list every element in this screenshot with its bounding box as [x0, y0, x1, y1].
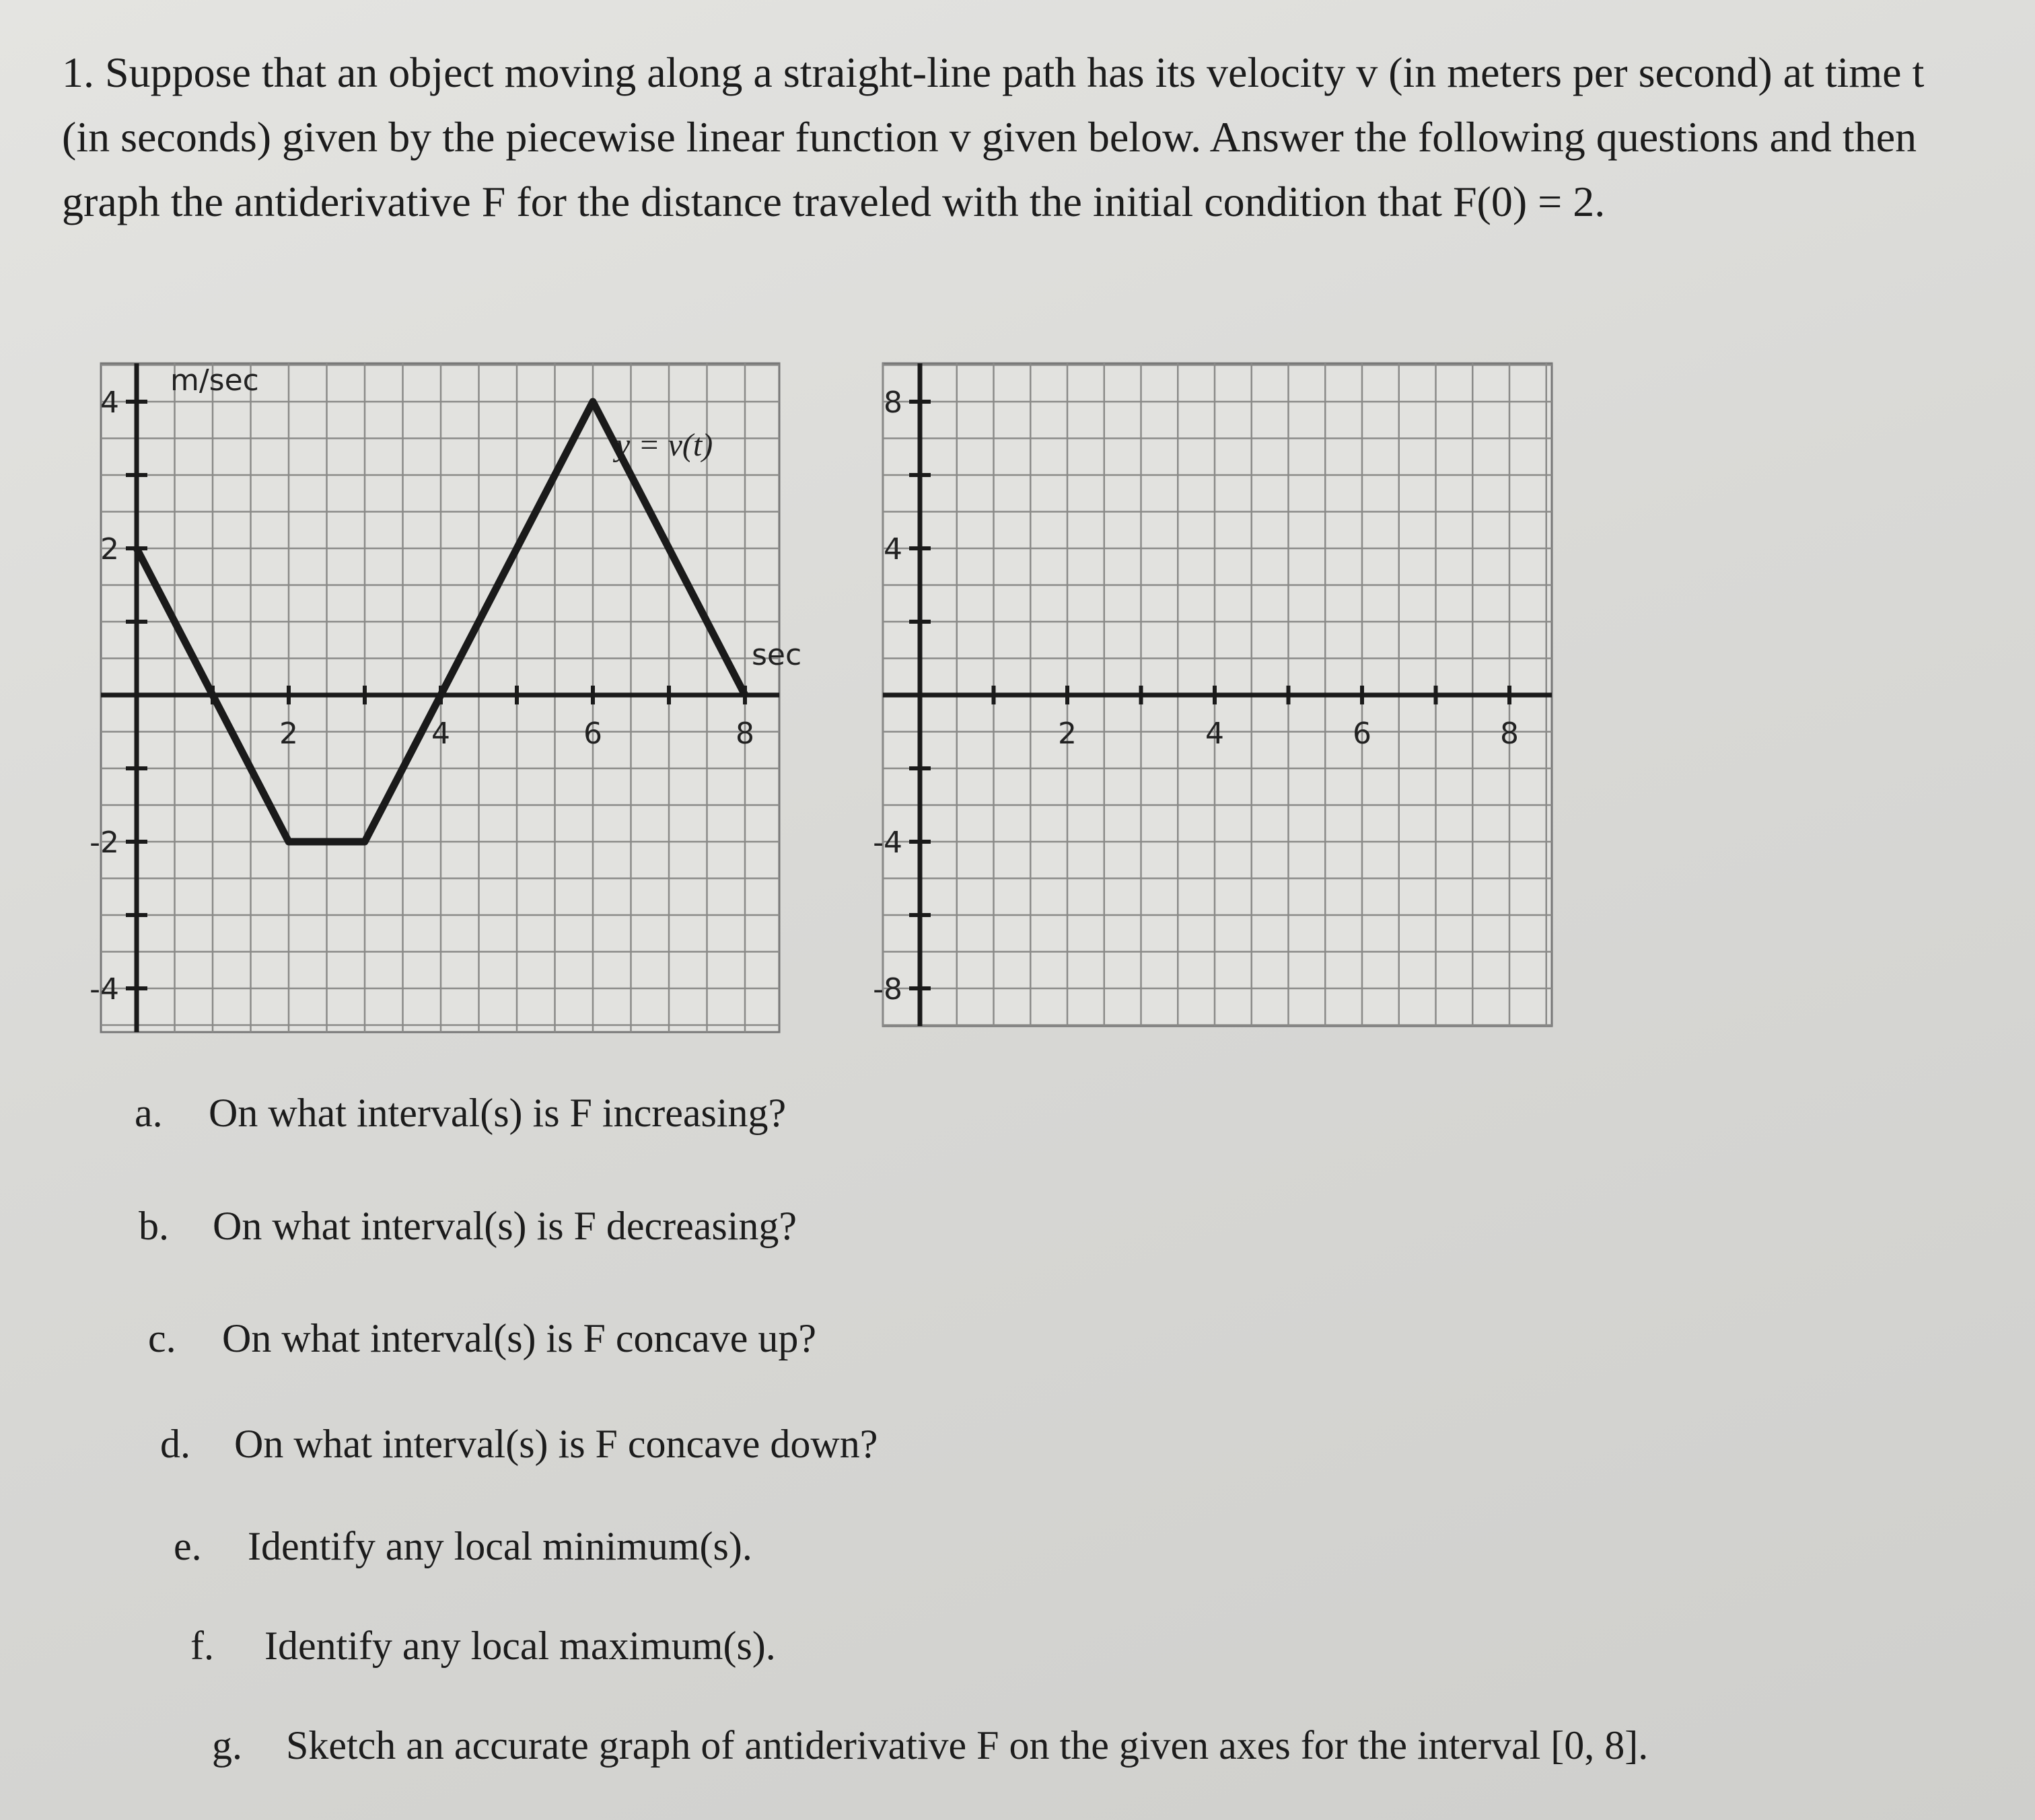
- question-text: On what interval(s) is F concave up?: [222, 1316, 817, 1360]
- y-axis-label: m/sec: [170, 363, 259, 398]
- problem-statement: 1. Suppose that an object moving along a straight-line path has its velocity v (in meters per second) at time t (in seconds) given by the piecewise linear function v given below. Answer the following questions and then graph the antiderivative F for the distance traveled with the initial condition that F(0) = 2.: [62, 48, 1925, 225]
- question-letter: e.: [174, 1524, 202, 1568]
- question-text: Sketch an accurate graph of antiderivative F on the given axes for the interval [0, 8].: [286, 1723, 1649, 1768]
- question-letter: c.: [148, 1316, 176, 1360]
- question-letter: f.: [190, 1624, 214, 1668]
- y-tick-label: -2: [90, 826, 119, 860]
- x-tick-label: 6: [1353, 717, 1371, 751]
- x-tick-label: 8: [1500, 717, 1519, 751]
- y-tick-label: -4: [90, 972, 119, 1007]
- x-tick-label: 2: [279, 717, 298, 751]
- y-tick-label: 4: [100, 386, 119, 420]
- question-letter: g.: [212, 1723, 242, 1768]
- graph-2: [873, 363, 1552, 1026]
- question-text: On what interval(s) is F increasing?: [209, 1091, 787, 1135]
- curve-label: y = v(t): [615, 427, 713, 463]
- y-tick-label: -4: [873, 826, 902, 860]
- x-tick-label: 6: [583, 717, 602, 751]
- y-tick-label: 2: [100, 532, 119, 567]
- question-f: [190, 1623, 776, 1669]
- question-text: On what interval(s) is F concave down?: [234, 1422, 878, 1466]
- question-d: [160, 1421, 878, 1467]
- x-tick-label: 4: [1205, 717, 1224, 751]
- question-g: [212, 1722, 1648, 1769]
- x-tick-label: 8: [736, 717, 754, 751]
- question-b: [139, 1203, 797, 1249]
- question-e: [174, 1523, 752, 1570]
- y-tick-label: 4: [884, 532, 902, 567]
- question-text: Identify any local minimum(s).: [248, 1524, 752, 1568]
- x-axis-label: sec: [752, 638, 802, 672]
- question-text: Identify any local maximum(s).: [264, 1624, 776, 1668]
- question-a: [135, 1090, 786, 1136]
- question-letter: b.: [139, 1204, 169, 1248]
- y-tick-label: 8: [884, 386, 902, 420]
- x-tick-label: 4: [431, 717, 450, 751]
- x-tick-label: 2: [1058, 717, 1077, 751]
- question-letter: d.: [160, 1422, 190, 1466]
- question-letter: a.: [135, 1091, 163, 1135]
- question-text: On what interval(s) is F decreasing?: [213, 1204, 797, 1248]
- question-c: [148, 1315, 816, 1362]
- graph-1: [90, 363, 801, 1032]
- y-tick-label: -8: [873, 972, 902, 1007]
